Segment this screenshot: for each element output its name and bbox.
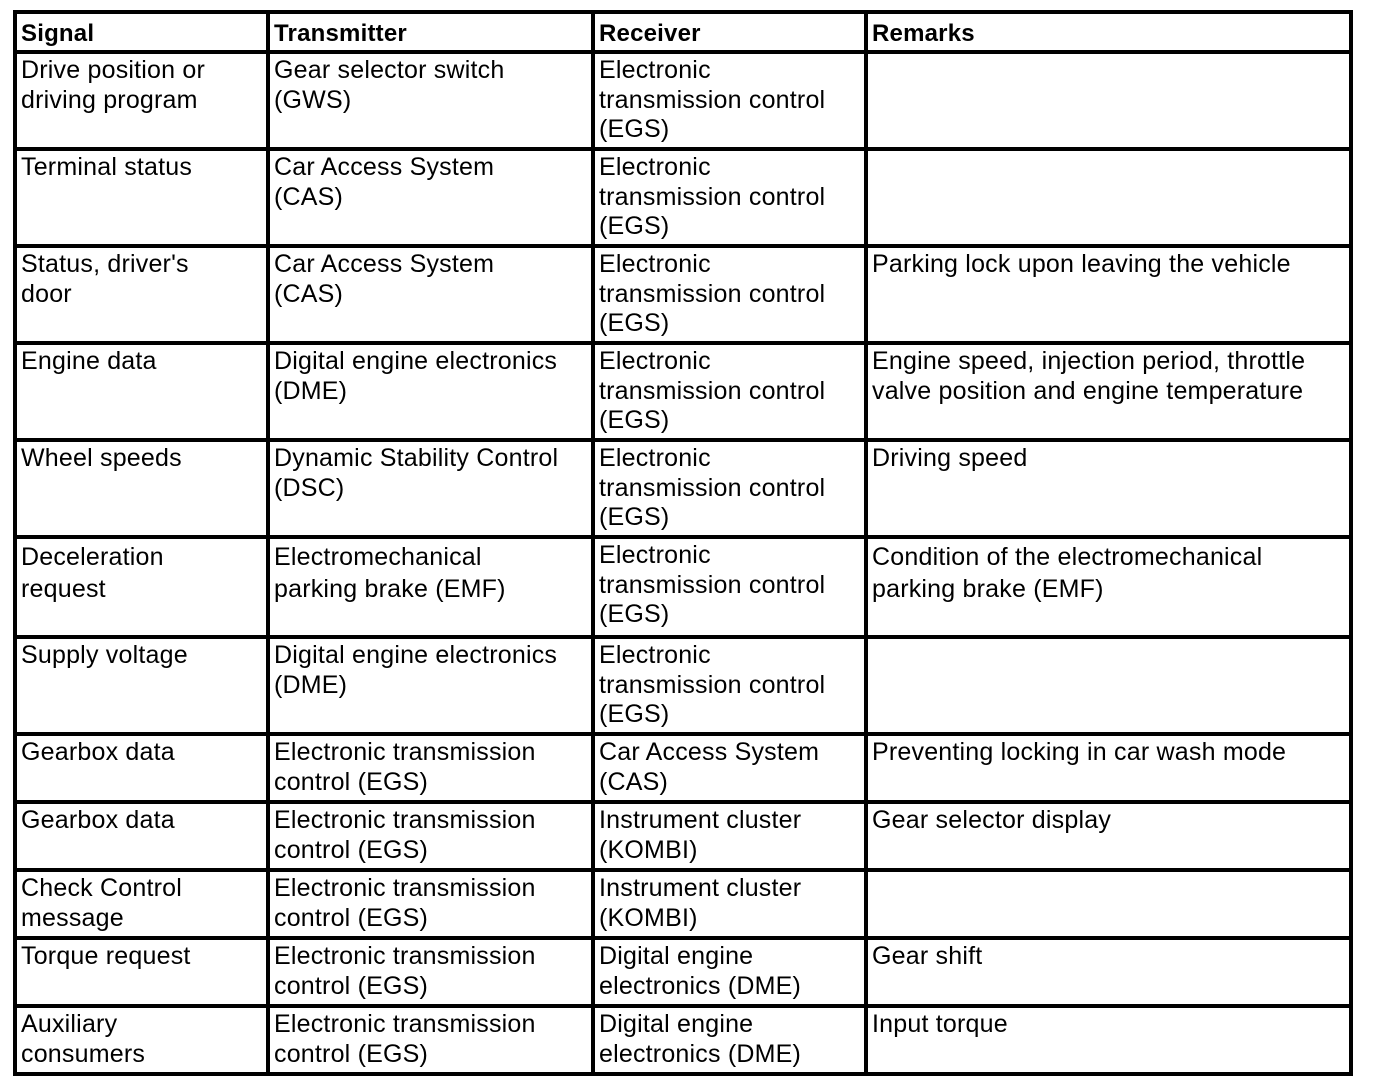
- table-row: [15, 1006, 1351, 1074]
- header-signal: Signal: [15, 12, 268, 52]
- table-row: [15, 52, 1351, 149]
- table-row: [15, 637, 1351, 734]
- cell-transmitter: Gear selector switch (GWS): [268, 52, 593, 149]
- cell-receiver: Electronic transmission control (EGS): [593, 246, 866, 343]
- cell-transmitter: Digital engine electronics (DME): [268, 637, 593, 734]
- cell-receiver: Electronic transmission control (EGS): [593, 440, 866, 537]
- cell-receiver: Digital engine electronics (DME): [593, 938, 866, 1006]
- cell-receiver: Car Access System (CAS): [593, 734, 866, 802]
- cell-receiver: Instrument cluster (KOMBI): [593, 870, 866, 938]
- table-row: [15, 149, 1351, 246]
- cell-transmitter: Electronic transmission control (EGS): [268, 938, 593, 1006]
- cell-remarks: Parking lock upon leaving the vehicle: [866, 246, 1351, 343]
- cell-signal: Auxiliary consumers: [15, 1006, 268, 1074]
- cell-signal: Terminal status: [15, 149, 268, 246]
- cell-remarks: Driving speed: [866, 440, 1351, 537]
- table-row: [15, 938, 1351, 1006]
- cell-remarks: [866, 637, 1351, 734]
- table-row: [15, 870, 1351, 938]
- cell-signal: Gearbox data: [15, 734, 268, 802]
- table-header-row: [15, 12, 1351, 52]
- cell-signal: Gearbox data: [15, 802, 268, 870]
- cell-transmitter: Electromechanical parking brake (EMF): [268, 537, 593, 637]
- cell-signal: Status, driver's door: [15, 246, 268, 343]
- cell-transmitter: Car Access System (CAS): [268, 246, 593, 343]
- cell-remarks: Gear selector display: [866, 802, 1351, 870]
- cell-receiver: Electronic transmission control (EGS): [593, 52, 866, 149]
- cell-remarks: [866, 149, 1351, 246]
- cell-transmitter: Electronic transmission control (EGS): [268, 802, 593, 870]
- cell-transmitter: Digital engine electronics (DME): [268, 343, 593, 440]
- cell-remarks: Condition of the electromechanical parking brake (EMF): [866, 537, 1351, 637]
- cell-transmitter: Electronic transmission control (EGS): [268, 734, 593, 802]
- table-row: [15, 537, 1351, 637]
- header-remarks: Remarks: [866, 12, 1351, 52]
- cell-transmitter: Electronic transmission control (EGS): [268, 1006, 593, 1074]
- cell-transmitter: Car Access System (CAS): [268, 149, 593, 246]
- signal-table: [13, 10, 1353, 1076]
- cell-transmitter: Dynamic Stability Control (DSC): [268, 440, 593, 537]
- cell-signal: Wheel speeds: [15, 440, 268, 537]
- cell-signal: Drive position or driving program: [15, 52, 268, 149]
- table-row: [15, 802, 1351, 870]
- cell-signal: Check Control message: [15, 870, 268, 938]
- cell-signal: Torque request: [15, 938, 268, 1006]
- cell-signal: Supply voltage: [15, 637, 268, 734]
- cell-remarks: Engine speed, injection period, throttle valve position and engine temperature: [866, 343, 1351, 440]
- header-transmitter: Transmitter: [268, 12, 593, 52]
- table-row: [15, 246, 1351, 343]
- cell-receiver: Instrument cluster (KOMBI): [593, 802, 866, 870]
- cell-receiver: Digital engine electronics (DME): [593, 1006, 866, 1074]
- cell-remarks: Gear shift: [866, 938, 1351, 1006]
- table-row: [15, 343, 1351, 440]
- cell-receiver: Electronic transmission control (EGS): [593, 537, 866, 637]
- cell-signal: Deceleration request: [15, 537, 268, 637]
- cell-signal: Engine data: [15, 343, 268, 440]
- table-row: [15, 440, 1351, 537]
- cell-remarks: Input torque: [866, 1006, 1351, 1074]
- cell-remarks: Preventing locking in car wash mode: [866, 734, 1351, 802]
- table-row: [15, 734, 1351, 802]
- header-receiver: Receiver: [593, 12, 866, 52]
- cell-remarks: [866, 870, 1351, 938]
- cell-transmitter: Electronic transmission control (EGS): [268, 870, 593, 938]
- cell-remarks: [866, 52, 1351, 149]
- cell-receiver: Electronic transmission control (EGS): [593, 149, 866, 246]
- cell-receiver: Electronic transmission control (EGS): [593, 637, 866, 734]
- cell-receiver: Electronic transmission control (EGS): [593, 343, 866, 440]
